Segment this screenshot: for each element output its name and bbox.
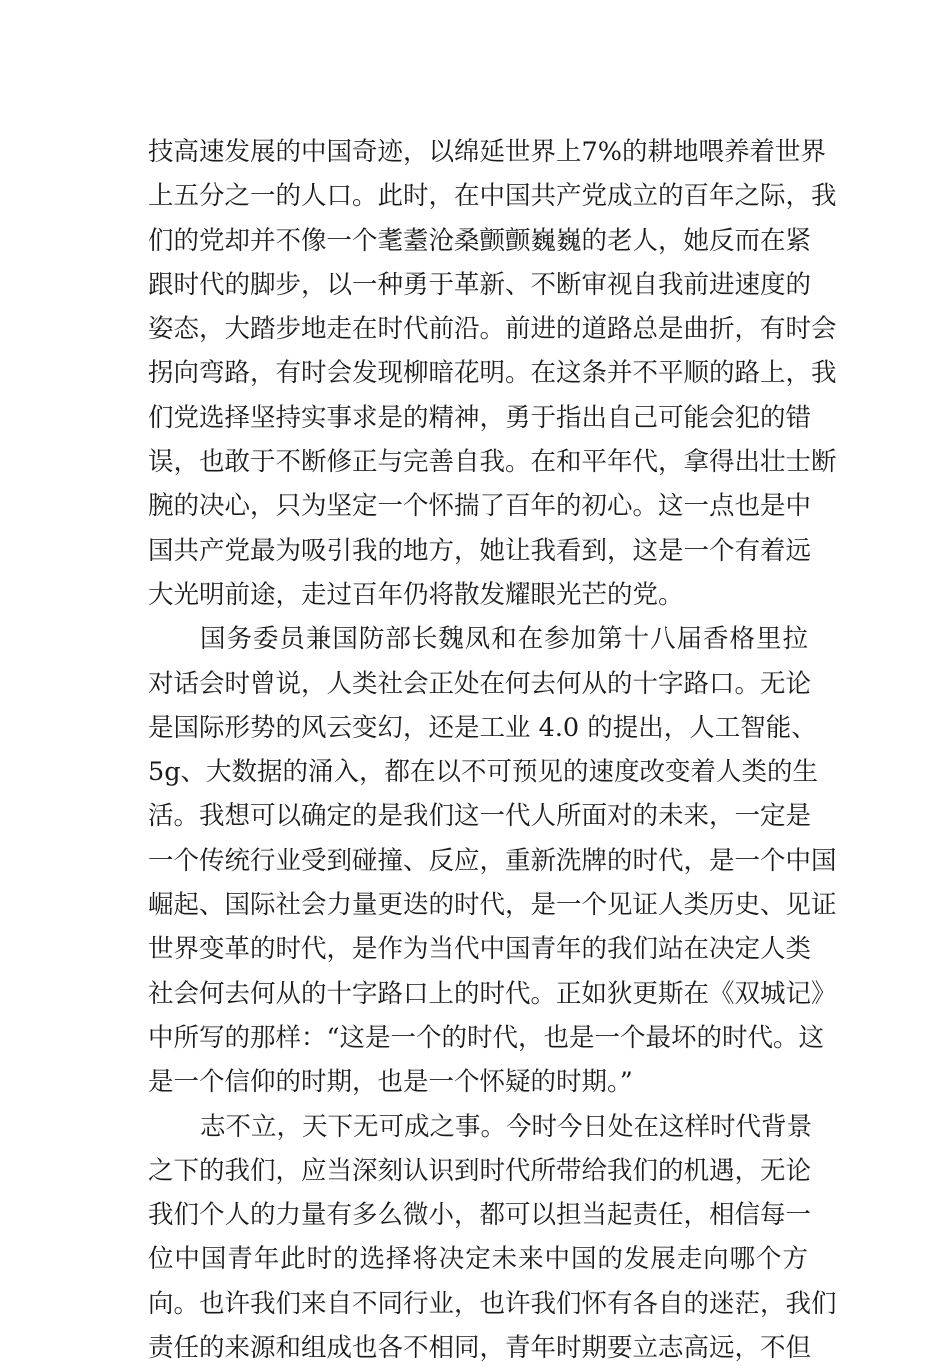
paragraph-1: [148, 130, 837, 617]
text-line: 对话会时曾说，人类社会正处在何去何从的十字路口。无论: [148, 668, 812, 699]
text-line: 志不立，天下无可成之事。今时今日处在这样时代背景: [200, 1111, 813, 1142]
text-line: 活。我想可以确定的是我们这一代人所面对的未来，一定是: [148, 801, 812, 832]
text-line: 5g、大数据的涌入，都在以不可预见的速度改变着人类的生: [148, 757, 819, 788]
document-page: [148, 130, 837, 1370]
text-line: 一个传统行业受到碰撞、反应，重新洗牌的时代，是一个中国: [148, 845, 837, 876]
paragraph-3: [148, 1105, 837, 1370]
text-line: 国共产党最为吸引我的地方，她让我看到，这是一个有着远: [148, 535, 812, 566]
text-line: 我们个人的力量有多么微小，都可以担当起责任，相信每一: [148, 1200, 812, 1231]
text-line: 技高速发展的中国奇迹，以绵延世界上7%的耕地喂养着世界: [148, 137, 826, 167]
text-line: 们的党却并不像一个耄耋沧桑颤颤巍巍的老人，她反而在紧: [148, 225, 812, 256]
text-line: 跟时代的脚步，以一种勇于革新、不断审视自我前进速度的: [148, 269, 812, 300]
text-line: 姿态，大踏步地走在时代前沿。前进的道路总是曲折，有时会: [148, 314, 837, 345]
text-line: 是一个信仰的时期，也是一个怀疑的时期。”: [148, 1067, 633, 1098]
text-line: 大光明前途，走过百年仍将散发耀眼光芒的党。: [148, 579, 684, 610]
text-line: 腕的决心，只为坚定一个怀揣了百年的初心。这一点也是中: [148, 491, 812, 522]
text-line: 位中国青年此时的选择将决定未来中国的发展走向哪个方: [148, 1244, 808, 1275]
text-line: 上五分之一的人口。此时，在中国共产党成立的百年之际，我: [148, 181, 837, 212]
text-line: 们党选择坚持实事求是的精神，勇于指出自己可能会犯的错: [148, 402, 812, 433]
text-line: 误，也敢于不断修正与完善自我。在和平年代，拿得出壮士断: [148, 447, 837, 478]
text-line: 之下的我们，应当深刻认识到时代所带给我们的机遇，无论: [148, 1155, 812, 1186]
paragraph-2: [148, 617, 837, 1104]
text-line: 中所写的那样：“这是一个的时代，也是一个最坏的时代。这: [148, 1022, 825, 1053]
text-line: 是国际形势的风云变幻，还是工业 4.0 的提出，人工智能、: [148, 712, 817, 743]
text-line: 社会何去何从的十字路口上的时代。正如狄更斯在《双城记》: [148, 978, 837, 1009]
text-line: 向。也许我们来自不同行业，也许我们怀有各自的迷茫，我们: [148, 1288, 837, 1319]
text-line: 世界变革的时代，是作为当代中国青年的我们站在决定人类: [148, 934, 812, 965]
text-line: 拐向弯路，有时会发现柳暗花明。在这条并不平顺的路上，我: [148, 358, 837, 389]
text-line: 崛起、国际社会力量更迭的时代，是一个见证人类历史、见证: [148, 890, 837, 921]
text-line: 责任的来源和组成也各不相同，青年时期要立志高远，不但: [148, 1333, 812, 1364]
text-line: 国务委员兼国防部长魏凤和在参加第十八届香格里拉: [200, 624, 808, 655]
